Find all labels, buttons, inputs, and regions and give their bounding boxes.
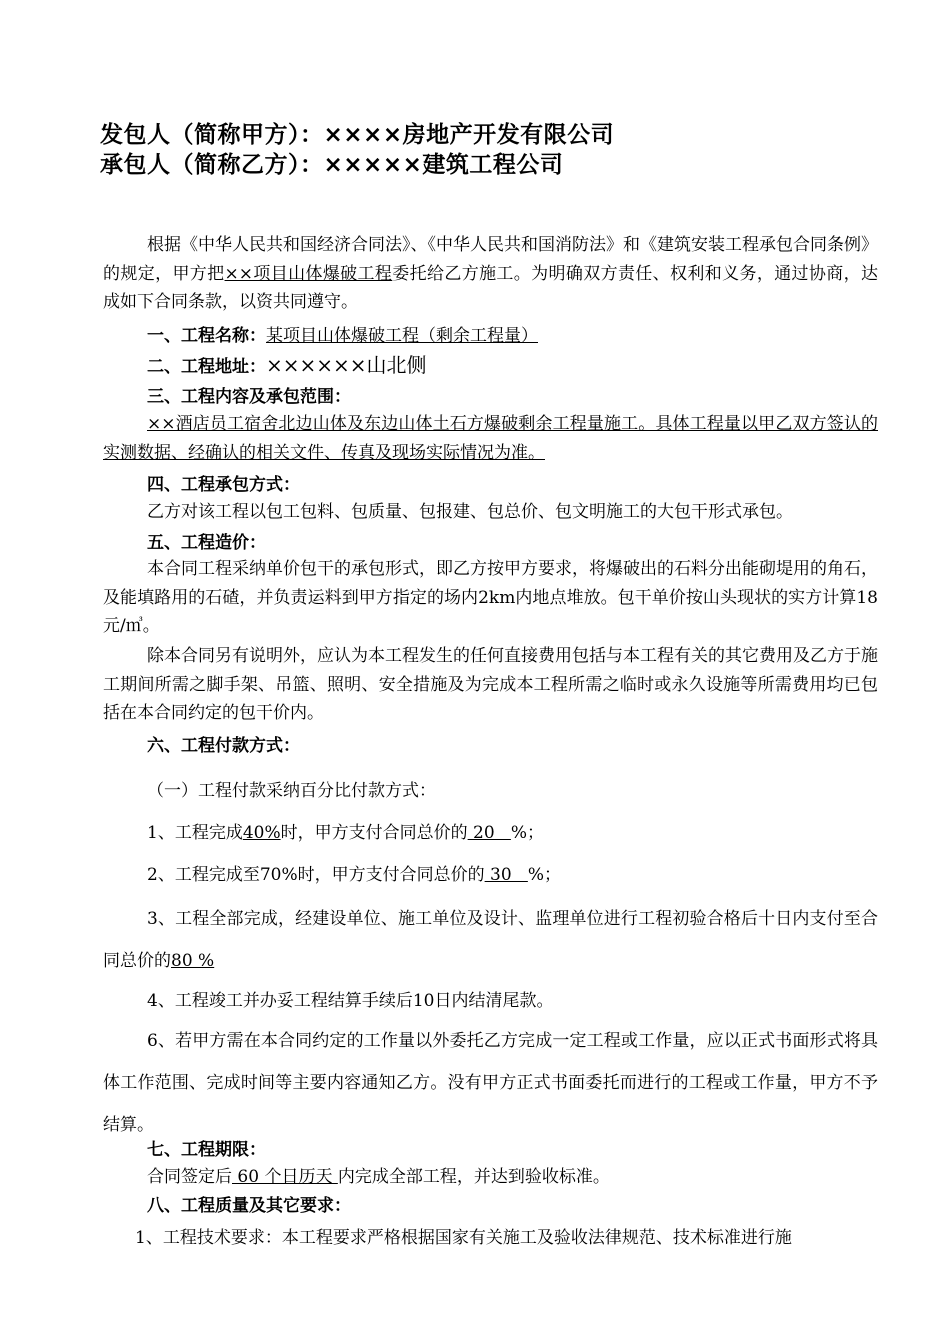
- section-6-heading-text: 六、工程付款方式：: [147, 736, 300, 756]
- payment-item-1-progress: 40%: [242, 823, 281, 843]
- intro-before: 根据《中华人民共和国经济合同法》、《中华人民共和国消防法》和《建筑安装工程承包合同条例》的规定，甲方把: [103, 235, 878, 284]
- project-name-value: 某项目山体爆破工程（剩余工程量）: [266, 326, 538, 346]
- section-7-body: [103, 1162, 878, 1187]
- payment-item-3-percent: 80 %: [171, 951, 215, 971]
- payment-item-6: 6、若甲方需在本合同约定的工作量以外委托乙方完成一定工程或工作量，应以正式书面形式将具体工作范围、完成时间等主要内容通知乙方。没有甲方正式书面委托而进行的工程或工作量，甲方不予结算。: [103, 1031, 878, 1135]
- section-7-b: 内完成全部工程，并达到验收标准。: [337, 1167, 610, 1187]
- section-8-item-1: 1、工程技术要求：本工程要求严格根据国家有关施工及验收法律规范、技术标准进行施: [135, 1228, 792, 1248]
- section-8-heading: [103, 1191, 878, 1216]
- payment-item-2-percent: 30: [484, 865, 528, 885]
- payment-item-2-c: %；: [527, 865, 562, 885]
- intro-project-name: ××项目山体爆破工程: [224, 263, 393, 284]
- section-8-heading-text: 八、工程质量及其它要求：: [147, 1196, 351, 1216]
- section-3-body: ××酒店员工宿舍北边山体及东边山体土石方爆破剩余工程量施工。具体工程量以甲乙双方签认的实测数据、经确认的相关文件、传真及现场实际情况为准。: [103, 414, 878, 463]
- construction-period-value: 60 个日历天: [232, 1167, 338, 1187]
- section-7-heading-text: 七、工程期限：: [147, 1140, 266, 1160]
- project-address-value: ××××××山北侧: [266, 353, 427, 377]
- section-3-heading: [103, 382, 878, 407]
- payment-item-1: [147, 818, 922, 843]
- section-1: [103, 321, 878, 346]
- payment-item-3: [103, 898, 878, 982]
- payment-item-1-percent: 20: [467, 823, 511, 843]
- payment-method-subheading: （一）工程付款采纳百分比付款方式：: [147, 781, 436, 801]
- payment-item-1-a: 1、工程完成: [147, 823, 243, 843]
- section-5-body-1: 本合同工程采纳单价包干的承包形式，即乙方按甲方要求，将爆破出的石料分出能砌堤用的角石，及能填路用的石碴，并负责运料到甲方指定的场内2km内地点堆放。包干单价按山头现状的实方计算18元/㎥。: [103, 559, 878, 636]
- section-5-body-2: 除本合同另有说明外，应认为本工程发生的任何直接费用包括与本工程有关的其它费用及乙方于施工期间所需之脚手架、吊篮、照明、安全措施及为完成本工程所需之临时或永久设施等所需费用均已包括在本合同约定的包干价内。: [103, 646, 878, 723]
- payment-item-2: [147, 860, 922, 885]
- payment-item-4: 4、工程竣工并办妥工程结算手续后10日内结清尾款。: [147, 991, 554, 1011]
- section-1-heading: 一、工程名称：: [147, 326, 266, 346]
- intro-after: 委托给乙方施工。为明确双方责任、权利和义务，通过协商，达成如下合同条款，以资共同遵守。: [103, 263, 878, 312]
- payment-item-1-b: 时，甲方支付合同总价的: [280, 823, 468, 843]
- section-7-heading: [103, 1135, 878, 1160]
- section-4-heading-text: 四、工程承包方式：: [147, 475, 300, 495]
- section-2-heading: 二、工程地址：: [147, 357, 266, 377]
- payment-item-1-c: %；: [510, 823, 545, 843]
- section-4-heading: [103, 470, 878, 495]
- section-3-heading-text: 三、工程内容及承包范围：: [147, 387, 351, 407]
- contractor-line: 承包人（简称乙方）：×××××建筑工程公司: [100, 152, 564, 178]
- section-4-body: 乙方对该工程以包工包料、包质量、包报建、包总价、包文明施工的大包干形式承包。: [147, 502, 793, 522]
- section-7-a: 合同签定后: [147, 1167, 232, 1187]
- payment-item-2-a: 2、工程完成至70%时，甲方支付合同总价的: [147, 865, 485, 885]
- section-5-heading-text: 五、工程造价：: [147, 533, 266, 553]
- section-6-heading: [103, 731, 878, 756]
- intro-paragraph: [103, 231, 878, 317]
- section-5-heading: [103, 528, 878, 553]
- section-2: [103, 349, 878, 378]
- payment-item-3-a: 3、工程全部完成，经建设单位、施工单位及设计、监理单位进行工程初验合格后十日内支付至合同总价的: [103, 909, 878, 971]
- employer-line: 发包人（简称甲方）：××××房地产开发有限公司: [100, 122, 615, 148]
